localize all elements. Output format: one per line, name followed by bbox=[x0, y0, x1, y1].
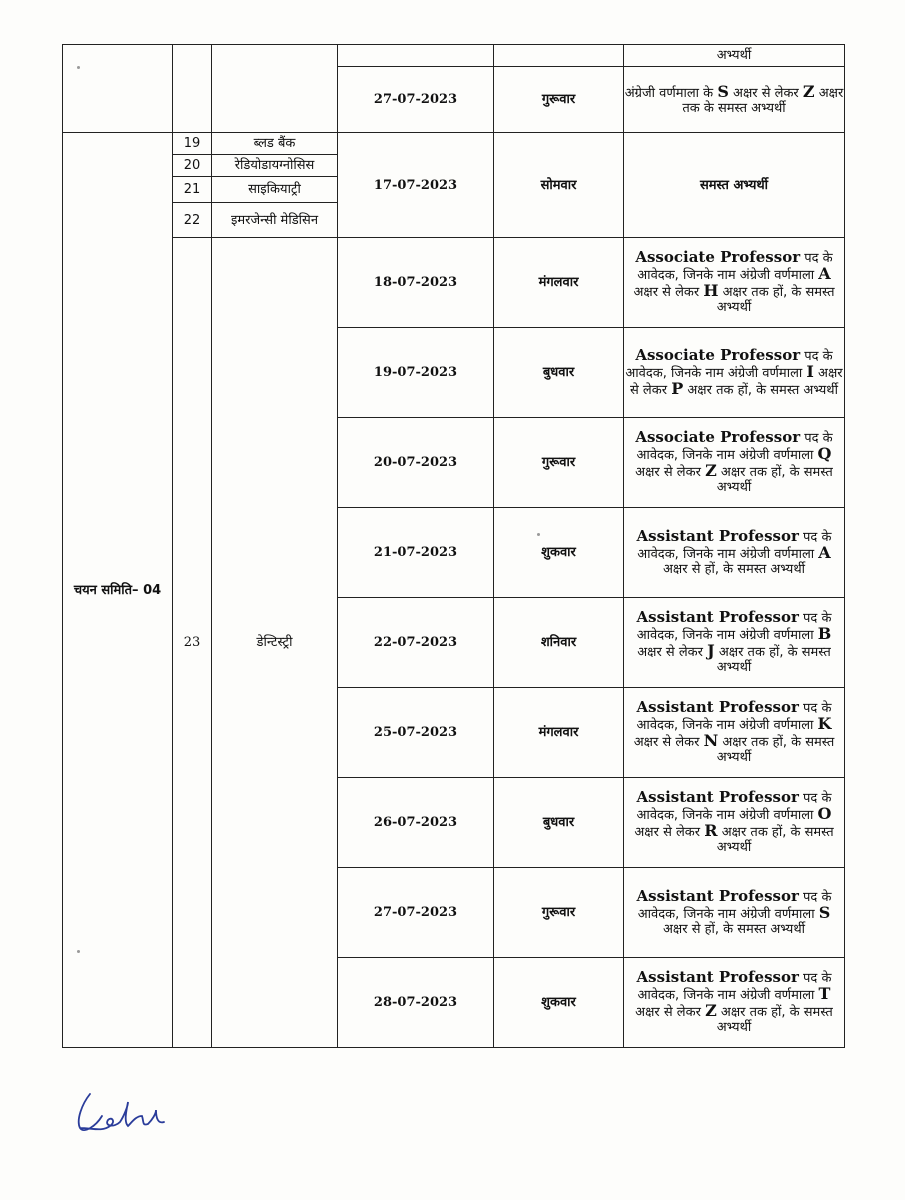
table-row bbox=[63, 238, 845, 328]
desc-text: पद के आवेदक, जिनके नाम अंग्रेजी वर्णमाला bbox=[636, 791, 832, 823]
scan-speck bbox=[537, 533, 540, 536]
date-cell: 17-07-2023 bbox=[338, 133, 494, 238]
date-cell: 22-07-2023 bbox=[338, 598, 494, 688]
desc-text: पद के आवेदक, जिनके नाम अंग्रेजी वर्णमाला bbox=[636, 431, 833, 463]
letter-from: T bbox=[818, 984, 831, 1003]
candidates-cell bbox=[624, 688, 845, 778]
desc-text: अक्षर तक हों, के समस्त अभ्यर्थी bbox=[716, 465, 833, 495]
letter-to: J bbox=[707, 641, 715, 660]
desc-text: पद के आवेदक, जिनके नाम अंग्रेजी वर्णमाला bbox=[625, 348, 833, 381]
day-cell: बुधवार bbox=[494, 328, 624, 418]
serial-number: 22 bbox=[173, 203, 212, 238]
letter-to: Z bbox=[705, 461, 717, 480]
serial-number: 20 bbox=[173, 155, 212, 177]
date-cell: 27-07-2023 bbox=[338, 868, 494, 958]
serial-number: 19 bbox=[173, 133, 212, 155]
letter-to: P bbox=[671, 378, 684, 398]
desc-text: अक्षर से लेकर bbox=[630, 365, 843, 398]
committee-cell-prev bbox=[63, 45, 173, 133]
date-cell: 28-07-2023 bbox=[338, 958, 494, 1048]
department-name: साइकियाट्री bbox=[212, 177, 338, 203]
sno-cell-prev bbox=[173, 45, 212, 133]
date-cell: 19-07-2023 bbox=[338, 328, 494, 418]
date-cell: 26-07-2023 bbox=[338, 778, 494, 868]
interview-schedule-table bbox=[62, 44, 845, 1048]
desc-text: अक्षर से लेकर bbox=[634, 825, 701, 840]
letter-to: Z bbox=[705, 1001, 717, 1020]
letter-from: K bbox=[817, 714, 832, 733]
committee-cell bbox=[63, 133, 173, 1048]
desc-text: अक्षर से लेकर bbox=[633, 285, 700, 300]
day-cell-prev bbox=[494, 45, 624, 67]
dept-cell-prev bbox=[212, 45, 338, 133]
department-name: इमरजेन्सी मेडिसिन bbox=[212, 203, 338, 238]
day-cell: मंगलवार bbox=[494, 688, 624, 778]
letter-to: Z bbox=[802, 81, 815, 101]
department-name: डेन्टिस्ट्री bbox=[212, 238, 338, 1048]
desc-text: अक्षर से लेकर bbox=[733, 85, 799, 101]
desc-text: पद के आवेदक, जिनके नाम अंग्रेजी वर्णमाला bbox=[636, 611, 832, 643]
day-cell: सोमवार bbox=[494, 133, 624, 238]
candidates-cell bbox=[624, 598, 845, 688]
post-name: Associate Professor bbox=[635, 248, 801, 266]
post-name: Assistant Professor bbox=[636, 788, 799, 806]
date-cell: 18-07-2023 bbox=[338, 238, 494, 328]
post-name: Associate Professor bbox=[635, 428, 801, 446]
letter-from: I bbox=[806, 361, 814, 381]
desc-text: अक्षर से लेकर bbox=[635, 1005, 701, 1020]
desc-text: अक्षर से लेकर bbox=[633, 735, 700, 750]
desc-text: अक्षर तक हों, के समस्त अभ्यर्थी bbox=[716, 285, 835, 315]
post-name: Assistant Professor bbox=[636, 608, 799, 626]
signature bbox=[72, 1082, 192, 1142]
desc-text: अक्षर से हों, के समस्त अभ्यर्थी bbox=[663, 561, 805, 577]
serial-number: 21 bbox=[173, 177, 212, 203]
letter-to: R bbox=[704, 821, 718, 840]
desc-text: अक्षर तक हों, के समस्त अभ्यर्थी bbox=[687, 382, 838, 398]
desc-text: पद के आवेदक, जिनके नाम अंग्रेजी वर्णमाला bbox=[637, 971, 832, 1003]
desc-text: पद के आवेदक, जिनके नाम अंग्रेजी वर्णमाला bbox=[637, 251, 833, 283]
table-row bbox=[63, 133, 845, 155]
department-name: ब्लड बैंक bbox=[212, 133, 338, 155]
candidates-cell bbox=[624, 778, 845, 868]
serial-number: 23 bbox=[173, 238, 212, 1048]
desc-text: पद के आवेदक, जिनके नाम अंग्रेजी वर्णमाला bbox=[636, 701, 832, 733]
candidates-cell bbox=[624, 958, 845, 1048]
table-row bbox=[63, 45, 845, 67]
scan-speck bbox=[77, 66, 80, 69]
desc-text: पद के आवेदक, जिनके नाम अंग्रेजी वर्णमाला bbox=[637, 889, 832, 922]
day-cell: शुकवार bbox=[494, 508, 624, 598]
letter-from: B bbox=[817, 624, 832, 643]
post-name: Assistant Professor bbox=[636, 526, 799, 545]
candidates-cell bbox=[624, 418, 845, 508]
letter-from: S bbox=[818, 902, 831, 922]
scan-speck bbox=[77, 950, 80, 953]
post-name: Assistant Professor bbox=[636, 698, 799, 716]
candidates-cell bbox=[624, 238, 845, 328]
desc-text: अक्षर से लेकर bbox=[635, 465, 701, 480]
desc-text: पद के आवेदक, जिनके नाम अंग्रेजी वर्णमाला bbox=[637, 529, 832, 562]
desc-text: अक्षर से लेकर bbox=[637, 645, 703, 660]
letter-from: S bbox=[717, 81, 729, 101]
day-cell: मंगलवार bbox=[494, 238, 624, 328]
desc-text: अक्षर तक हों, के समस्त अभ्यर्थी bbox=[716, 1005, 833, 1035]
day-cell: गुरूवार bbox=[494, 67, 624, 133]
day-cell: गुरूवार bbox=[494, 868, 624, 958]
candidates-cell: समस्त अभ्यर्थी bbox=[624, 133, 845, 238]
committee-label: चयन समिति– 04 bbox=[73, 582, 162, 598]
letter-from: A bbox=[818, 542, 831, 562]
candidates-cell: अभ्यर्थी bbox=[624, 45, 845, 67]
desc-text: अक्षर से हों, के समस्त अभ्यर्थी bbox=[663, 921, 805, 937]
desc-text: अक्षर तक हों, के समस्त अभ्यर्थी bbox=[716, 645, 831, 675]
letter-from: O bbox=[817, 804, 832, 823]
day-cell: गुरूवार bbox=[494, 418, 624, 508]
desc-text: अक्षर तक हों, के समस्त अभ्यर्थी bbox=[716, 825, 834, 855]
candidates-cell bbox=[624, 868, 845, 958]
date-cell: 21-07-2023 bbox=[338, 508, 494, 598]
candidates-cell bbox=[624, 508, 845, 598]
post-name: Assistant Professor bbox=[636, 886, 799, 905]
day-cell: शुकवार bbox=[494, 958, 624, 1048]
letter-from: A bbox=[818, 264, 831, 283]
day-cell: शनिवार bbox=[494, 598, 624, 688]
desc-text: अक्षर तक हों, के समस्त अभ्यर्थी bbox=[716, 735, 835, 765]
candidates-cell bbox=[624, 67, 845, 133]
date-cell-prev bbox=[338, 45, 494, 67]
desc-text: अंग्रेजी वर्णमाला के bbox=[624, 85, 714, 101]
date-cell: 25-07-2023 bbox=[338, 688, 494, 778]
date-cell: 20-07-2023 bbox=[338, 418, 494, 508]
letter-to: N bbox=[703, 731, 719, 750]
day-cell: बुधवार bbox=[494, 778, 624, 868]
post-name: Associate Professor bbox=[635, 345, 801, 364]
letter-from: Q bbox=[817, 444, 832, 463]
letter-to: H bbox=[703, 281, 719, 300]
post-name: Assistant Professor bbox=[636, 968, 799, 986]
department-name: रेडियोडायग्नोसिस bbox=[212, 155, 338, 177]
candidates-cell bbox=[624, 328, 845, 418]
desc-text: अक्षर तक के समस्त अभ्यर्थी bbox=[682, 85, 844, 116]
date-cell: 27-07-2023 bbox=[338, 67, 494, 133]
